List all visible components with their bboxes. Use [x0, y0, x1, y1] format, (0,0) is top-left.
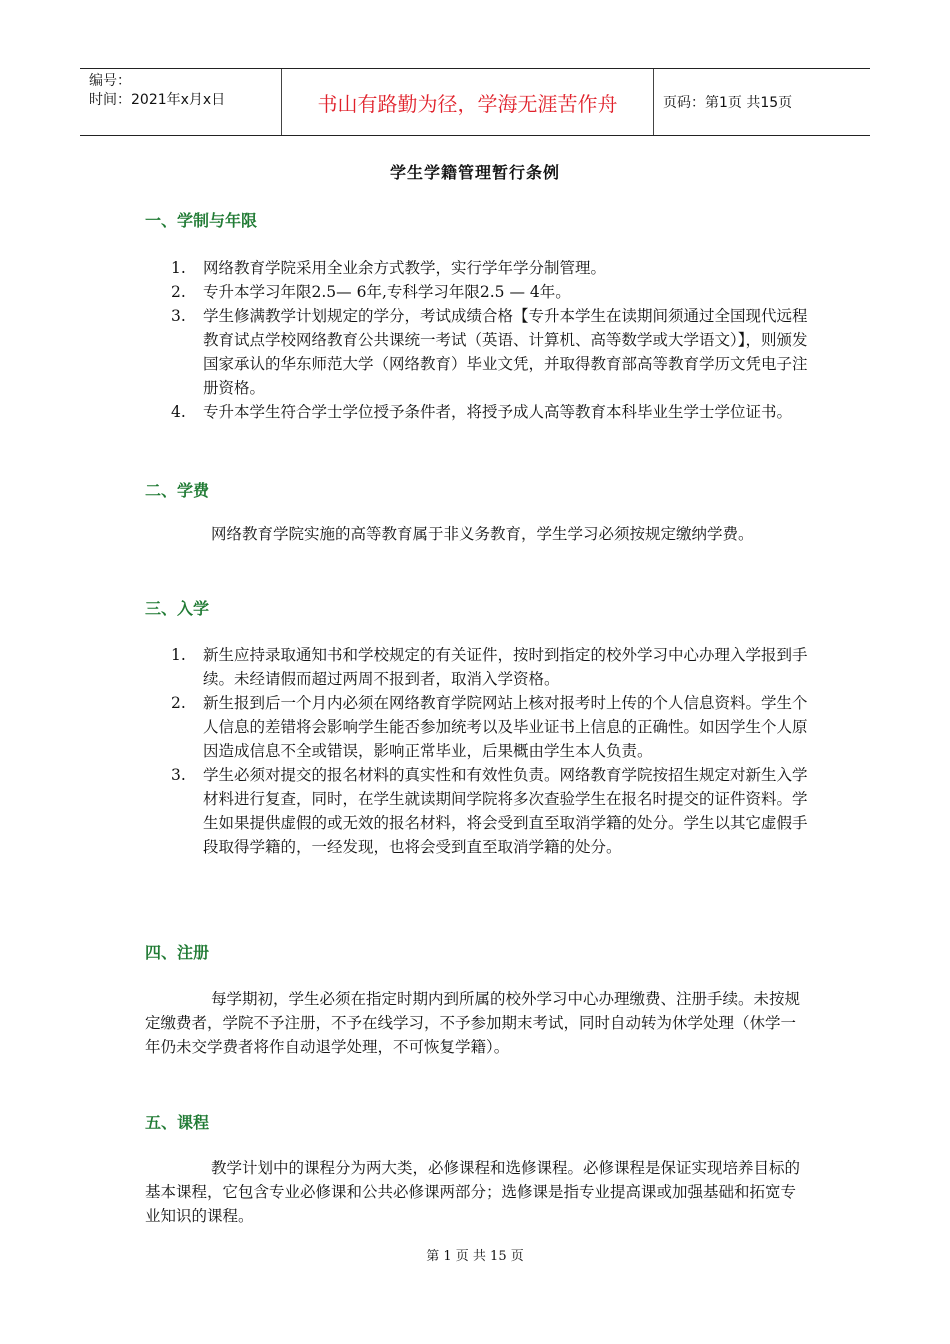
document-title: 学生学籍管理暂行条例	[389, 163, 560, 182]
header-page-info: 页码：第1页 共15页	[663, 95, 793, 111]
section-heading-3: 三、入学	[145, 599, 210, 618]
list-item: 1. 网络教育学院采用全业余方式教学，实行学年学分制管理。	[171, 259, 607, 277]
list-item: 1. 新生应持录取通知书和学校规定的有关证件，按时到指定的校外学习中心办理入学报到手续。未经请假而超过两周不报到者，取消入学资格。	[171, 646, 808, 688]
section-3-list	[171, 643, 811, 859]
section-5-paragraph: 教学计划中的课程分为两大类，必修课程和选修课程。必修课程是保证实现培养目标的基本课程，它包含专业必修课和公共必修课两部分；选修课是指专业提高课或加强基础和拓宽专业知识的课程。	[145, 1159, 801, 1225]
section-heading-2: 二、学费	[145, 481, 210, 500]
list-item: 3. 学生修满教学计划规定的学分，考试成绩合格【专升本学生在读期间须通过全国现代远程教育试点学校网络教育公共课统一考试（英语、计算机、高等数学或大学语文）】，则颁发国家承认的华东师范大学（网络教育）毕业文凭，并取得教育部高等教育学历文凭电子注册资格。	[171, 307, 808, 397]
section-1-list	[171, 256, 811, 424]
section-4-paragraph: 每学期初，学生必须在指定时期内到所属的校外学习中心办理缴费、注册手续。未按规定缴费者，学院不予注册，不予在线学习，不予参加期末考试，同时自动转为休学处理（休学一年仍未交学费者将作自动退学处理，不可恢复学籍）。	[145, 990, 801, 1056]
list-item: 2. 新生报到后一个月内必须在网络教育学院网站上核对报考时上传的个人信息资料。学生个人信息的差错将会影响学生能否参加统考以及毕业证书上信息的正确性。如因学生个人原因造成信息不全或错误，影响正常毕业，后果概由学生本人负责。	[171, 694, 808, 760]
list-item: 2. 专升本学习年限2.5— 6年,专科学习年限2.5 — 4年。	[171, 283, 571, 301]
page-header	[80, 68, 870, 136]
list-item: 3. 学生必须对提交的报名材料的真实性和有效性负责。网络教育学院按招生规定对新生入学材料进行复查，同时，在学生就读期间学院将多次查验学生在报名时提交的证件资料。学生如果提供虚假的或无效的报名材料，将会受到直至取消学籍的处分。学生以其它虚假手段取得学籍的，一经发现，也将会受到直至取消学籍的处分。	[171, 766, 808, 856]
section-heading-1: 一、学制与年限	[145, 211, 258, 230]
list-item: 4. 专升本学生符合学士学位授予条件者，将授予成人高等教育本科毕业生学士学位证书。	[171, 403, 793, 421]
section-heading-4: 四、注册	[145, 943, 210, 962]
date-label: 时间：2021年x月x日	[89, 92, 226, 108]
header-motto: 书山有路勤为径，学海无涯苦作舟	[282, 69, 654, 135]
header-meta	[80, 69, 282, 135]
page-footer: 第 1 页 共 15 页	[426, 1249, 524, 1264]
section-2-paragraph: 网络教育学院实施的高等教育属于非义务教育，学生学习必须按规定缴纳学费。	[211, 525, 754, 543]
number-label: 编号：	[89, 73, 131, 89]
section-heading-5: 五、课程	[145, 1113, 210, 1132]
